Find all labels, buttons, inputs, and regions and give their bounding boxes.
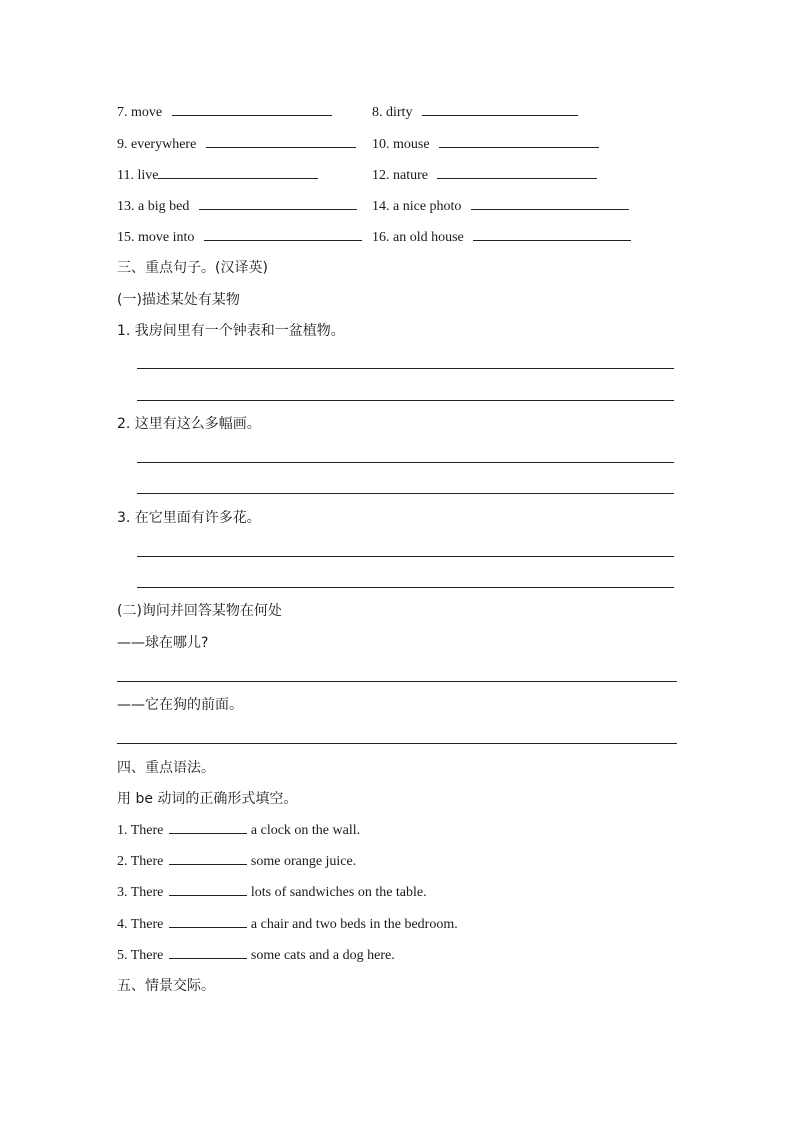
- sentence-question-3: 3. 在它里面有许多花。: [117, 510, 261, 526]
- answer-blank[interactable]: [169, 883, 247, 896]
- answer-blank[interactable]: [199, 197, 357, 210]
- section-3-subtitle-2: (二)询问并回答某物在何处: [117, 603, 282, 619]
- vocab-word: nature: [393, 168, 428, 183]
- answer-blank[interactable]: [439, 135, 599, 148]
- vocab-number: 9.: [117, 137, 128, 152]
- vocab-number: 8.: [372, 105, 383, 120]
- vocab-item-13: [117, 197, 357, 216]
- vocab-number: 11.: [117, 168, 134, 183]
- vocab-word: a big bed: [138, 199, 190, 214]
- answer-line[interactable]: [137, 400, 674, 401]
- vocab-number: 16.: [372, 230, 390, 245]
- vocab-number: 10.: [372, 137, 390, 152]
- vocab-item-14: [372, 197, 629, 216]
- vocab-item-16: [372, 228, 631, 247]
- answer-line[interactable]: [137, 368, 674, 369]
- vocab-word: live: [137, 168, 159, 183]
- grammar-suffix: a clock on the wall.: [250, 823, 361, 838]
- answer-line[interactable]: [137, 556, 674, 557]
- answer-blank[interactable]: [437, 166, 597, 179]
- grammar-suffix: some cats and a dog here.: [250, 948, 395, 963]
- grammar-suffix: a chair and two beds in the bedroom.: [250, 917, 458, 932]
- vocab-word: dirty: [386, 105, 413, 120]
- vocab-item-8: [372, 103, 578, 122]
- answer-blank[interactable]: [473, 228, 631, 241]
- vocab-word: move: [131, 105, 163, 120]
- grammar-item-4: [117, 915, 458, 934]
- vocab-item-7: [117, 103, 332, 122]
- sentence-question-1: 1. 我房间里有一个钟表和一盆植物。: [117, 323, 345, 339]
- answer-blank[interactable]: [172, 103, 332, 116]
- vocab-item-10: [372, 135, 599, 154]
- grammar-suffix: some orange juice.: [250, 854, 357, 869]
- answer-blank[interactable]: [169, 915, 247, 928]
- vocab-word: an old house: [393, 230, 464, 245]
- vocab-number: 7.: [117, 105, 128, 120]
- answer-line[interactable]: [117, 743, 677, 744]
- grammar-item-5: [117, 946, 395, 965]
- answer-blank[interactable]: [471, 197, 629, 210]
- grammar-prefix: 2. There: [117, 854, 164, 869]
- vocab-item-9: [117, 135, 356, 154]
- section-3-title: 三、重点句子。(汉译英): [117, 260, 268, 276]
- grammar-prefix: 5. There: [117, 948, 164, 963]
- answer-blank[interactable]: [206, 135, 356, 148]
- vocab-item-12: [372, 166, 597, 185]
- answer-line[interactable]: [137, 462, 674, 463]
- vocab-number: 12.: [372, 168, 390, 183]
- answer-line[interactable]: [137, 493, 674, 494]
- vocab-word: mouse: [393, 137, 430, 152]
- sentence-question-2: 2. 这里有这么多幅画。: [117, 416, 261, 432]
- grammar-item-2: [117, 852, 356, 871]
- grammar-suffix: lots of sandwiches on the table.: [250, 885, 427, 900]
- section-5-title: 五、情景交际。: [117, 978, 215, 994]
- answer-line[interactable]: [117, 681, 677, 682]
- vocab-item-11: [117, 166, 318, 185]
- vocab-word: a nice photo: [393, 199, 462, 214]
- vocab-number: 14.: [372, 199, 390, 214]
- answer-blank[interactable]: [169, 852, 247, 865]
- vocab-item-15: [117, 228, 362, 247]
- answer-line[interactable]: [137, 587, 674, 588]
- grammar-prefix: 4. There: [117, 917, 164, 932]
- grammar-item-3: [117, 883, 427, 902]
- section-4-instruction: 用 be 动词的正确形式填空。: [117, 791, 298, 807]
- section-4-title: 四、重点语法。: [117, 760, 215, 776]
- vocab-number: 15.: [117, 230, 135, 245]
- dialogue-question: ——球在哪儿?: [117, 635, 209, 651]
- grammar-prefix: 1. There: [117, 823, 164, 838]
- answer-blank[interactable]: [204, 228, 362, 241]
- answer-blank[interactable]: [169, 821, 247, 834]
- answer-blank[interactable]: [169, 946, 247, 959]
- answer-blank[interactable]: [422, 103, 578, 116]
- grammar-item-1: [117, 821, 360, 840]
- vocab-number: 13.: [117, 199, 135, 214]
- grammar-prefix: 3. There: [117, 885, 164, 900]
- section-3-subtitle-1: (一)描述某处有某物: [117, 292, 240, 308]
- dialogue-answer: ——它在狗的前面。: [117, 697, 243, 713]
- vocab-word: move into: [138, 230, 195, 245]
- answer-blank[interactable]: [158, 166, 318, 179]
- vocab-word: everywhere: [131, 137, 197, 152]
